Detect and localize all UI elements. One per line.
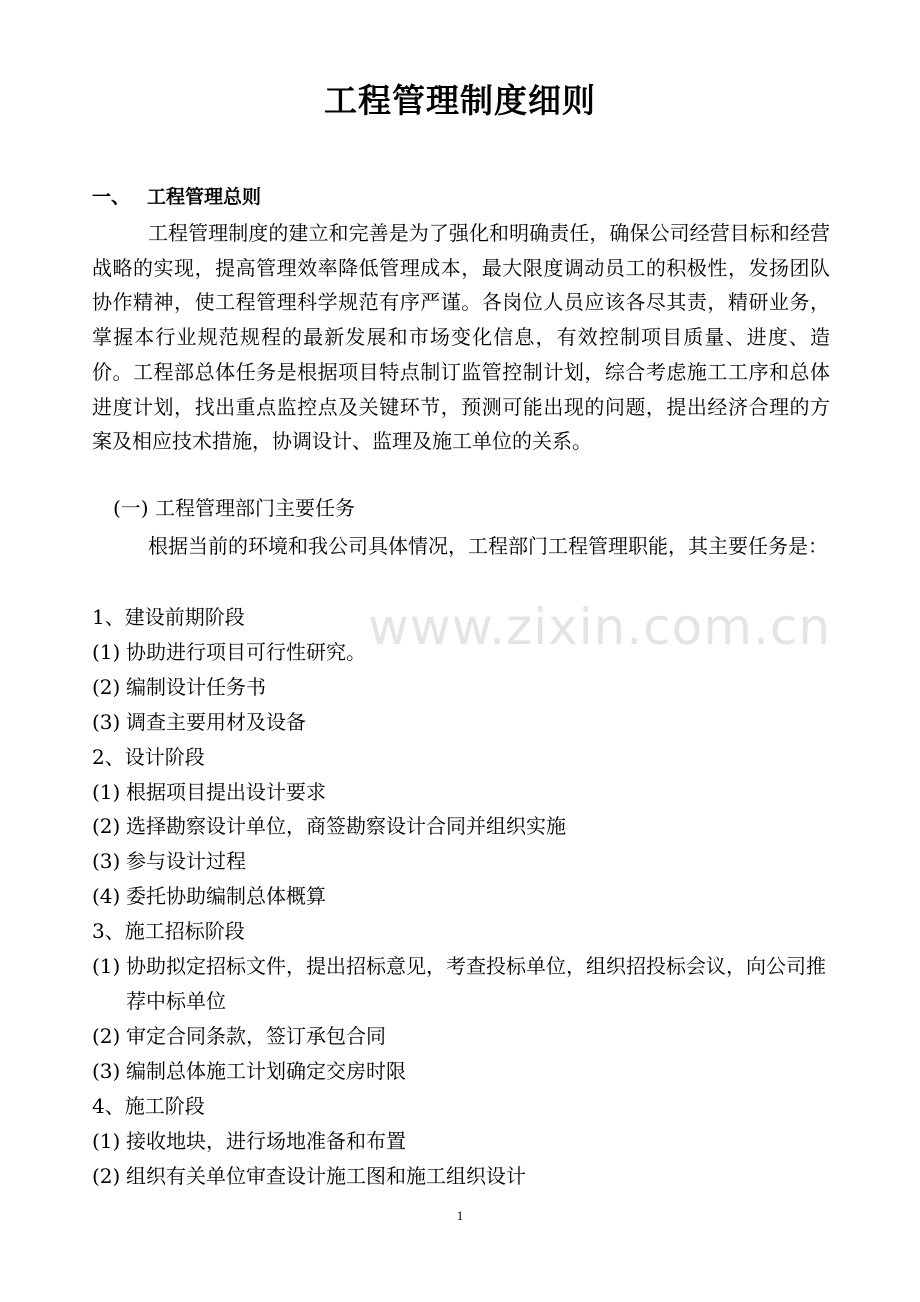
general-principles-paragraph: 工程管理制度的建立和完善是为了强化和明确责任，确保公司经营目标和经营战略的实现，提高管理效率降低管理成本，最大限度调动员工的积极性，发扬团队协作精神，使工程管理科学规范有序严谨。各岗位人员应该各尽其责，精研业务，掌握本行业规范规程的最新发展和市场变化信息，有效控制项目质量、进度、造价。工程部总体任务是根据项目特点制订监管控制计划，综合考虑施工工序和总体进度计划，找出重点监控点及关键环节，预测可能出现的问题，提出经济合理的方案及相应技术措施，协调设计、监理及施工单位的关系。 xyxy=(92,221,830,454)
list-item-marker: (3) xyxy=(92,1058,121,1083)
list-item-text: 接收地块，进行场地准备和布置 xyxy=(126,1128,406,1153)
stage-label: 1、建设前期阶段 xyxy=(92,605,245,629)
list-item xyxy=(92,809,832,844)
list-item xyxy=(92,1124,832,1159)
stage-label: 4、施工阶段 xyxy=(92,1093,205,1118)
section-title: 工程管理总则 xyxy=(147,186,262,208)
list-item-marker: (4) xyxy=(92,884,121,909)
list-item xyxy=(92,844,832,879)
list-item-text: 组织有关单位审查设计施工图和施工组织设计 xyxy=(126,1163,526,1188)
list-item-text: 根据项目提出设计要求 xyxy=(126,779,326,804)
subsection-heading: (一) 工程管理部门主要任务 xyxy=(113,496,355,520)
list-item xyxy=(92,705,832,740)
list-item-text: 协助进行项目可行性研究。 xyxy=(126,639,366,664)
section-heading xyxy=(92,180,261,214)
watermark: www.zixin.com.cn xyxy=(368,598,832,656)
list-item xyxy=(92,1054,832,1089)
list-item xyxy=(92,879,832,914)
list-item xyxy=(92,775,832,810)
list-item-text: 参与设计过程 xyxy=(126,849,246,874)
page-number: 1 xyxy=(456,1208,464,1223)
list-item-text: 调查主要用材及设备 xyxy=(126,709,306,734)
list-item xyxy=(92,670,832,705)
stage-label: 3、施工招标阶段 xyxy=(92,919,245,944)
list-item xyxy=(92,635,832,670)
document-title: 工程管理制度细则 xyxy=(324,81,596,120)
stage-label: 2、设计阶段 xyxy=(92,744,205,769)
list-item-marker: (3) xyxy=(92,709,121,734)
list-item-text: 委托协助编制总体概算 xyxy=(126,884,326,909)
list-item-text: 编制设计任务书 xyxy=(126,674,266,699)
list-item-marker: (1) xyxy=(92,639,121,664)
list-item-marker: (2) xyxy=(92,814,121,839)
list-item-marker: (3) xyxy=(92,849,121,874)
list-item xyxy=(92,949,832,1019)
list-item-marker: (2) xyxy=(92,1023,121,1048)
list-item-text: 选择勘察设计单位，商签勘察设计合同并组织实施 xyxy=(126,814,566,839)
list-item-marker: (1) xyxy=(92,954,121,979)
list-item-text: 编制总体施工计划确定交房时限 xyxy=(126,1058,406,1083)
task-list xyxy=(92,600,832,1193)
list-item-marker: (1) xyxy=(92,779,121,804)
list-item xyxy=(92,1159,832,1194)
list-item-marker: (1) xyxy=(92,1128,121,1153)
list-item-marker: (2) xyxy=(92,674,121,699)
list-item xyxy=(92,1019,832,1054)
subsection-intro: 根据当前的环境和我公司具体情况，工程部门工程管理职能，其主要任务是： xyxy=(148,534,828,558)
list-item-text: 审定合同条款，签订承包合同 xyxy=(126,1023,386,1048)
section-number: 一、 xyxy=(92,186,131,208)
list-item-marker: (2) xyxy=(92,1163,121,1188)
list-item-text: 协助拟定招标文件，提出招标意见，考查投标单位，组织招投标会议，向公司推荐中标单位 xyxy=(126,954,826,1013)
